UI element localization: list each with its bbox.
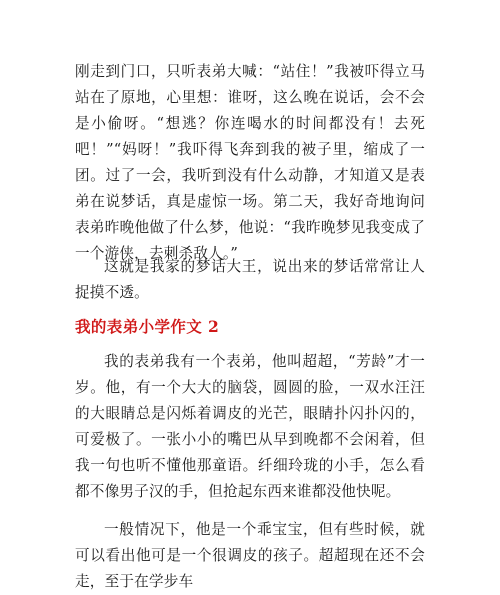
paragraph-cousin-naughty: 一般情况下，他是一个乖宝宝，但有些时候，就可以看出他可是一个很调皮的孩子。超超现在还不会走，至于在学步车 [75, 521, 425, 590]
paragraph-cousin-description: 我的表弟我有一个表弟，他叫超超，“芳龄”才一岁。他，有一个大大的脑袋，圆圆的脸，一双水汪汪的大眼睛总是闪烁着调皮的光芒，眼睛扑闪扑闪的，可爱极了。一张小小的嘴巴从早到晚都不会闲着，但我一句也听不懂他那童语。纤细玲珑的小手，怎么看都不像男子汉的手，但抢起东西来谁都没他快呢。 [75, 353, 425, 500]
section-heading: 我的表弟小学作文 2 [75, 317, 220, 336]
paragraph-sleep-talk-conclusion: 这就是我家的梦话大王，说出来的梦话常常让人捉摸不透。 [75, 258, 425, 301]
paragraph-sleep-talk-story: 刚走到门口，只听表弟大喊：“站住！”我被吓得立马站在了原地，心里想：谁呀，这么晚在说话，会不会是小偷呀。“想逃？你连喝水的时间都没有！去死吧！”“妈呀！”我吓得飞奔到我的被子里，缩成了一团。过了一会，我听到没有什么动静，才知道又是表弟在说梦话，真是虚惊一场。第二天，我好奇地询问表弟昨晚他做了什么梦，他说：“我昨晚梦见我变成了一个游侠，去刺杀敌人。” [75, 63, 425, 262]
